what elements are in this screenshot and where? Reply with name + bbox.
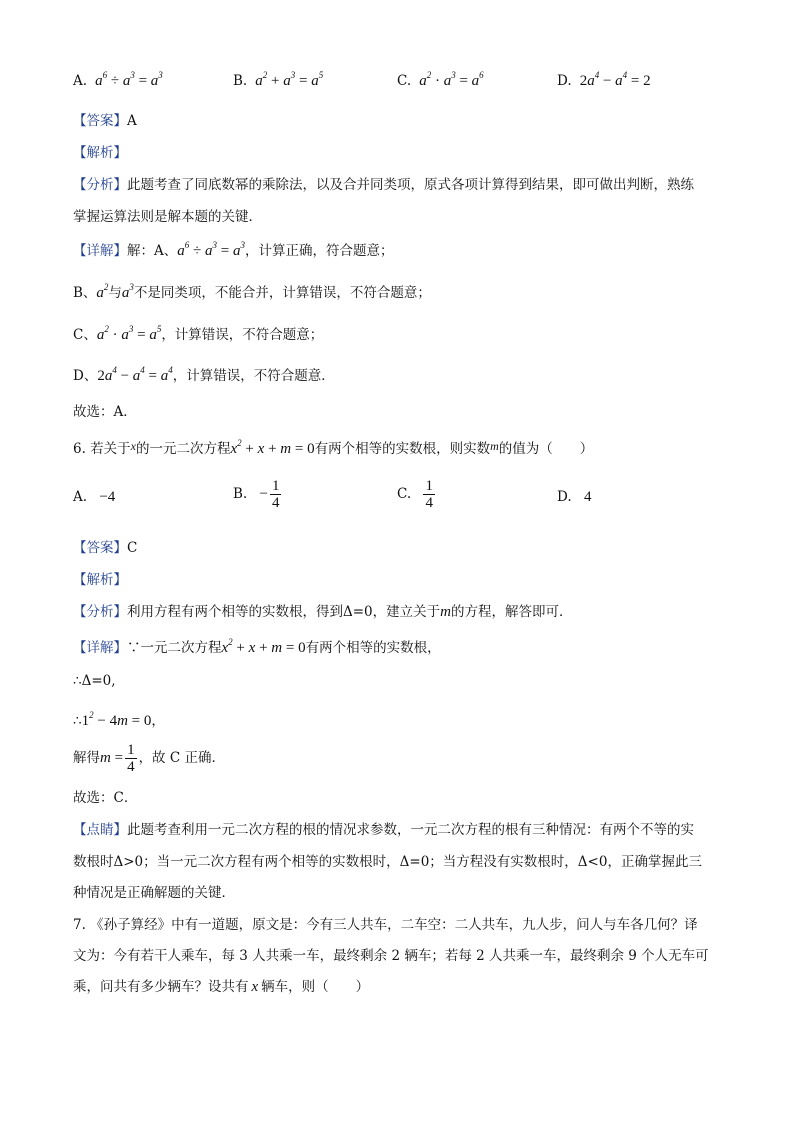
formula: m	[490, 439, 499, 453]
q5-detail-c	[73, 323, 323, 344]
fenxi-text: 掌握运算法则是解本题的关键．	[73, 209, 262, 225]
option-letter: B.	[233, 73, 248, 89]
formula: $a^3$	[121, 282, 134, 301]
detail-text: ，计算错误，不符合题意；	[161, 327, 324, 343]
stem-text: 6. 若关于	[73, 441, 131, 457]
detail-text: B、	[73, 285, 97, 301]
detail-text: 与	[108, 285, 122, 301]
stem-text: 辆车，则（ ）	[261, 979, 370, 995]
formula: $a^2 + a^3 = a^5$	[251, 70, 324, 89]
numerator: 1	[425, 478, 433, 494]
q5-option-d	[557, 70, 651, 90]
numerator: 1	[271, 478, 280, 494]
option-letter: C.	[397, 486, 412, 502]
analysis-tag: 【解析】	[73, 145, 127, 161]
formula: $x^2 + x + m = 0$	[230, 438, 315, 457]
q6-step2	[73, 709, 165, 730]
q6-analysis-heading	[73, 568, 127, 588]
q6-option-a	[73, 489, 115, 506]
detail-text: 解：A、	[127, 243, 178, 259]
detail-text: D、	[73, 368, 98, 384]
answer-tag: 【答案】	[73, 113, 127, 129]
q6-step1	[73, 673, 116, 689]
answer-value: C	[127, 540, 138, 556]
denominator: 4	[271, 495, 280, 511]
q5-option-c	[397, 70, 484, 90]
option-letter: D.	[557, 73, 572, 89]
q6-option-b	[233, 478, 283, 511]
option-sign: −	[259, 486, 268, 502]
formula: $x^2 + x + m = 0$	[221, 637, 306, 656]
formula: $2a^4 - a^4 = 2$	[579, 70, 651, 89]
fenxi-tag: 【分析】	[73, 604, 127, 620]
fenxi-text: 利用方程有两个相等的实数根，得到Δ=0，建立关于	[127, 604, 441, 620]
q5-fenxi-line2	[73, 205, 262, 225]
option-letter: D.	[557, 489, 572, 505]
q5-answer	[73, 109, 137, 129]
q5-detail-d	[73, 364, 335, 385]
fraction: $\frac{1}{4}$	[127, 742, 135, 775]
q5-choose	[73, 400, 137, 420]
stem-text: 的一元二次方程	[136, 441, 231, 457]
step-text: ，	[151, 713, 165, 729]
answer-value: A	[127, 113, 137, 129]
detail-text: 有两个相等的实数根，	[305, 640, 441, 656]
denominator: 4	[425, 495, 433, 511]
choose-text: 故选：C．	[73, 790, 138, 806]
dianjing-text: 数根时Δ>0；当一元二次方程有两个相等的实数根时，Δ=0；当方程没有实数根时，Δ<0，正确掌握此三	[73, 854, 702, 870]
option-value: −4	[99, 489, 116, 505]
detail-text: C、	[73, 327, 97, 343]
q6-choose	[73, 786, 137, 806]
q7-line2	[73, 944, 709, 964]
q6-answer	[73, 536, 137, 556]
option-letter: A.	[73, 489, 88, 505]
stem-text: 乘，问共有多少辆车？设共有	[73, 979, 249, 995]
formula: $a^2 \cdot a^3 = a^5$	[96, 324, 162, 343]
formula: m	[440, 604, 451, 620]
q5-detail-b	[73, 281, 431, 302]
formula: $a^6 \div a^3 = a^3$	[177, 240, 245, 259]
option-letter: B.	[233, 486, 248, 502]
q6-option-c	[397, 478, 437, 511]
step-text: ∴	[73, 713, 82, 729]
analysis-tag: 【解析】	[73, 572, 127, 588]
dianjing-text: 种情况是正确解题的关键．	[73, 885, 235, 901]
option-value: 4	[583, 489, 592, 505]
q5-option-b	[233, 70, 324, 90]
q6-step3	[73, 742, 225, 775]
step-text: 解得	[73, 750, 100, 766]
step-text: ∴Δ=0,	[73, 673, 116, 689]
answer-tag: 【答案】	[73, 540, 127, 556]
detail-tag: 【详解】	[73, 640, 127, 656]
fraction	[423, 478, 435, 511]
stem-text: 文为：今有若干人乘车，每 3 人共乘一车，最终剩余 2 辆车；若每 2 人共乘一车，最终剩余 9 个人无车可	[73, 948, 709, 964]
formula: $2a^4 - a^4 = a^4$	[97, 365, 173, 384]
stem-text: 的值为（ ）	[498, 441, 594, 457]
formula: $a^2$	[96, 282, 109, 301]
q6-dianjing-line3	[73, 881, 235, 901]
fenxi-tag: 【分析】	[73, 177, 127, 193]
formula: $a^6 \div a^3 = a^3$	[91, 70, 163, 89]
q7-line1	[73, 913, 698, 933]
stem-text: 7. 《孙子算经》中有一道题，原文是：今有三人共车，二车空：二人共车，九人步，问人与车各几何？译	[73, 917, 698, 933]
q6-option-d	[557, 489, 591, 506]
stem-text: 有两个相等的实数根，则实数	[314, 441, 491, 457]
dianjing-tag: 【点睛】	[73, 822, 127, 838]
formula: m =	[100, 750, 124, 766]
q5-option-a	[73, 70, 163, 90]
q5-analysis-heading	[73, 141, 127, 161]
dianjing-text: 此题考查利用一元二次方程的根的情况求参数，一元二次方程的根有三种情况：有两个不等的实	[127, 822, 694, 838]
detail-text: ∵一元二次方程	[127, 640, 222, 656]
fenxi-text: 的方程，解答即可．	[451, 604, 573, 620]
q5-detail-a	[73, 239, 393, 260]
option-letter: C.	[397, 73, 412, 89]
fenxi-text: 此题考查了同底数幂的乘除法，以及合并同类项，原式各项计算得到结果，即可做出判断，熟练	[127, 177, 694, 193]
option-letter: A.	[73, 73, 88, 89]
choose-text: 故选：A．	[73, 404, 137, 420]
formula: x	[130, 439, 136, 453]
q7-line3	[73, 975, 369, 996]
detail-text: 不是同类项，不能合并，计算错误，不符合题意；	[133, 285, 431, 301]
formula: $a^2 \cdot a^3 = a^6$	[415, 70, 484, 89]
fraction	[270, 478, 282, 511]
q6-detail	[73, 636, 441, 657]
detail-text: ，计算错误，不符合题意．	[172, 368, 335, 384]
formula: $1^2 - 4m = 0$	[81, 710, 152, 729]
q5-fenxi-line1	[73, 173, 694, 193]
step-text: ，故 C 正确．	[138, 750, 225, 766]
q6-fenxi	[73, 600, 573, 621]
q6-dianjing-line1	[73, 818, 694, 838]
formula-var: x	[251, 979, 259, 995]
detail-text: ，计算正确，符合题意；	[244, 243, 394, 259]
detail-tag: 【详解】	[73, 243, 127, 259]
q6-dianjing-line2	[73, 850, 702, 870]
q6-stem	[73, 437, 593, 458]
